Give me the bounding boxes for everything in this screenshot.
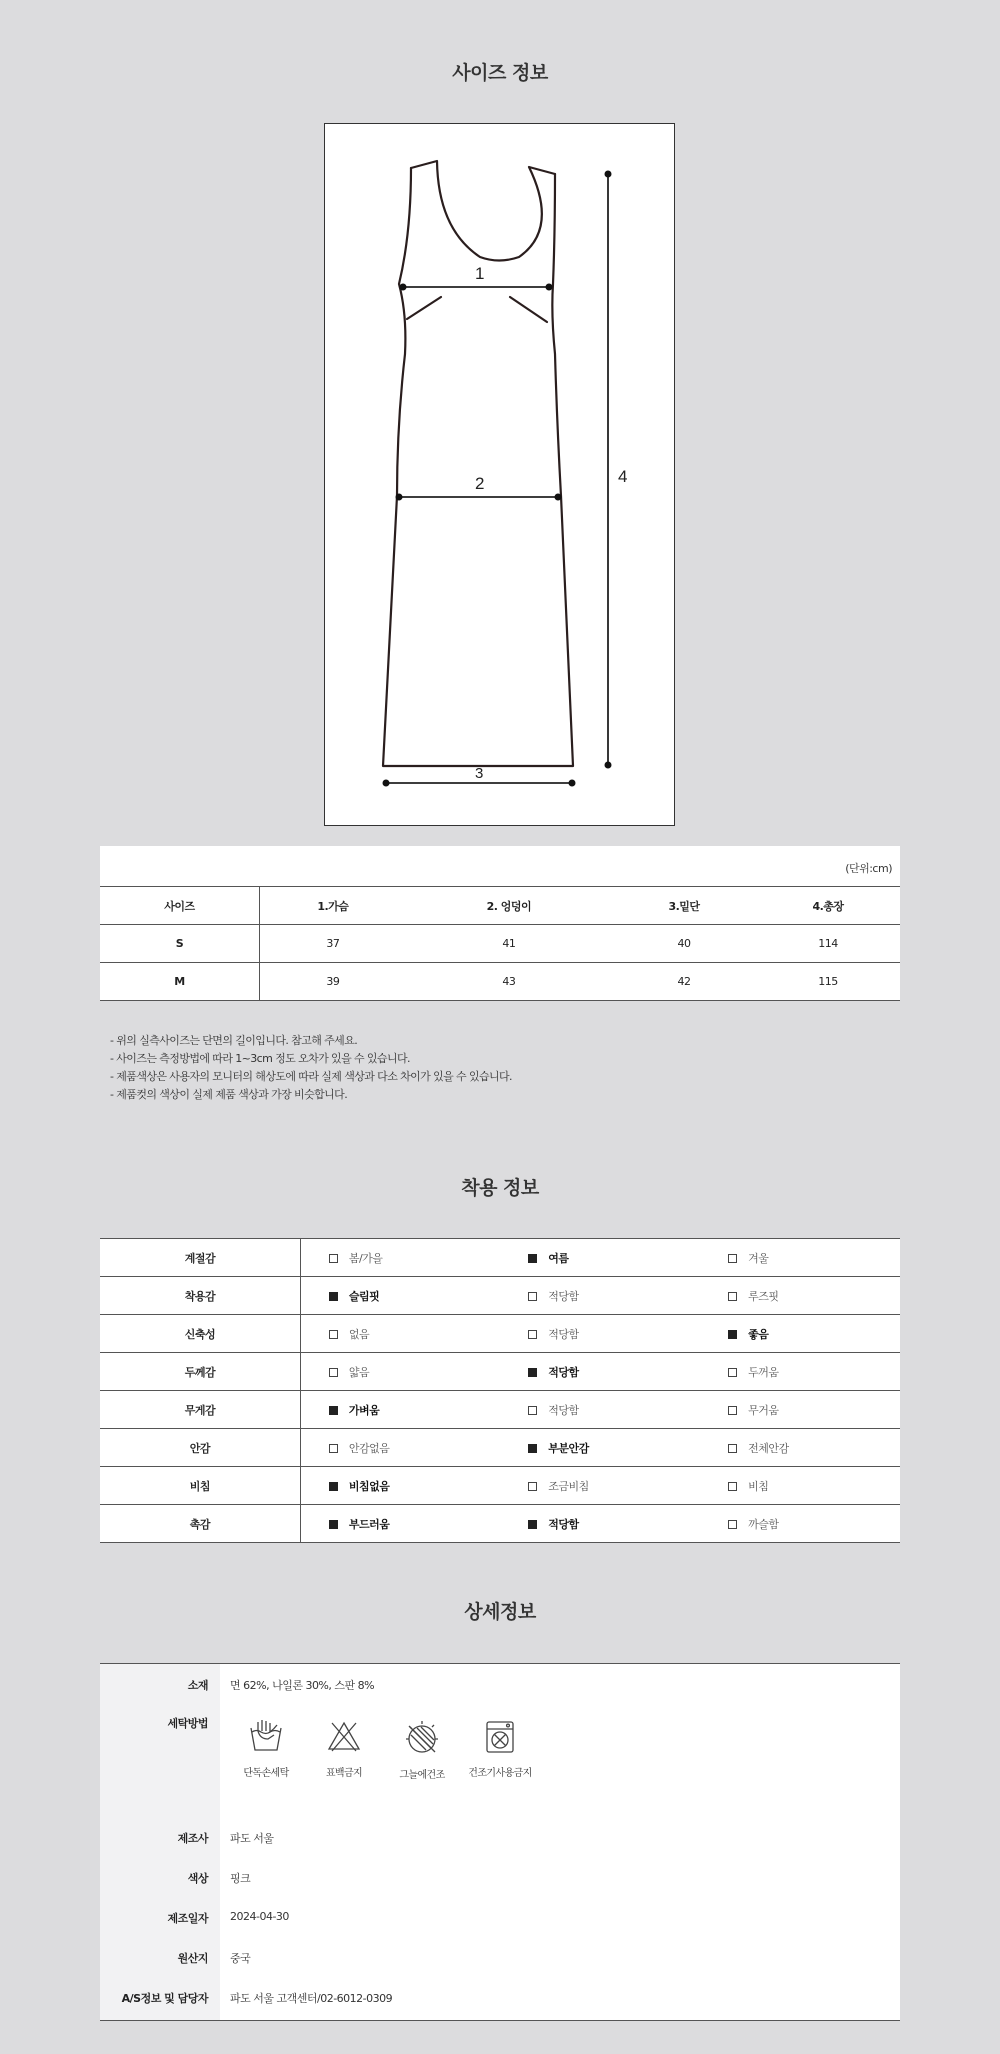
care-item — [462, 1719, 538, 1779]
unchecked-box-icon — [329, 1444, 338, 1453]
checked-box-icon — [728, 1330, 737, 1339]
header-hem: 3.밑단 — [612, 887, 756, 925]
fit-option — [700, 1505, 900, 1543]
fit-option-label: 겨울 — [748, 1251, 769, 1265]
fit-row-label: 착용감 — [100, 1277, 300, 1315]
checked-box-icon — [329, 1482, 338, 1491]
fit-option — [500, 1277, 700, 1315]
detail-label: 소재 — [187, 1679, 208, 1692]
detail-row-color — [100, 1870, 900, 1890]
fit-option-label: 비침 — [748, 1479, 769, 1493]
measure-label-length: 4 — [618, 467, 628, 486]
table-row — [100, 925, 900, 963]
care-item — [384, 1719, 460, 1781]
detail-row-material — [100, 1677, 900, 1697]
fit-info-table — [100, 1238, 900, 1543]
detail-label: 세탁방법 — [167, 1717, 208, 1730]
fit-option-label: 적당함 — [548, 1365, 579, 1379]
size-notes — [110, 1032, 512, 1104]
fit-option — [500, 1239, 700, 1277]
fit-option-label: 조금비침 — [548, 1479, 589, 1493]
fit-option — [700, 1391, 900, 1429]
fit-section-title: 착용 정보 — [461, 1177, 539, 1199]
cell-length: 115 — [756, 963, 900, 1001]
detail-value: 2024-04-30 — [230, 1910, 289, 1923]
fit-option-label: 부분안감 — [548, 1441, 589, 1455]
unchecked-box-icon — [329, 1254, 338, 1263]
fit-option — [700, 1277, 900, 1315]
fit-option-label: 적당함 — [548, 1289, 579, 1303]
cell-hip: 41 — [406, 925, 612, 963]
fit-option — [300, 1315, 500, 1353]
fit-option — [500, 1391, 700, 1429]
detail-label: A/S정보 및 담당자 — [121, 1992, 208, 2005]
fit-option — [300, 1277, 500, 1315]
detail-label: 제조일자 — [167, 1912, 208, 1925]
cell-hem: 40 — [612, 925, 756, 963]
table-row — [100, 1467, 900, 1505]
unchecked-box-icon — [528, 1330, 537, 1339]
fit-option-label: 까슬함 — [748, 1517, 779, 1531]
cell-chest: 37 — [260, 925, 406, 963]
table-row — [100, 1353, 900, 1391]
detail-value: 파도 서울 — [230, 1832, 274, 1845]
size-table-header — [100, 887, 900, 925]
fit-option — [500, 1429, 700, 1467]
fit-row-label: 무게감 — [100, 1391, 300, 1429]
unchecked-box-icon — [528, 1292, 537, 1301]
table-row — [100, 1429, 900, 1467]
unchecked-box-icon — [329, 1368, 338, 1377]
fit-option — [700, 1239, 900, 1277]
checked-box-icon — [329, 1292, 338, 1301]
checked-box-icon — [528, 1368, 537, 1377]
fit-option-label: 무거움 — [748, 1403, 779, 1417]
checked-box-icon — [528, 1444, 537, 1453]
detail-value: 중국 — [230, 1952, 251, 1965]
shade-dry-icon — [403, 1719, 441, 1757]
unit-label: (단위:cm) — [845, 862, 892, 875]
fit-option — [300, 1353, 500, 1391]
checked-box-icon — [528, 1520, 537, 1529]
fit-option-label: 좋음 — [748, 1327, 769, 1341]
care-label: 표백금지 — [325, 1768, 363, 1779]
fit-row-label: 촉감 — [100, 1505, 300, 1543]
fit-option — [500, 1353, 700, 1391]
table-row — [100, 1239, 900, 1277]
unchecked-box-icon — [728, 1254, 737, 1263]
unchecked-box-icon — [329, 1330, 338, 1339]
care-label: 단독손세탁 — [243, 1768, 289, 1779]
fit-option — [300, 1239, 500, 1277]
fit-option — [700, 1353, 900, 1391]
fit-row-label: 두께감 — [100, 1353, 300, 1391]
fit-option-label: 루즈핏 — [748, 1289, 779, 1303]
unit-row — [100, 846, 900, 887]
unchecked-box-icon — [728, 1406, 737, 1415]
detail-info-block — [100, 1663, 900, 2021]
fit-option — [300, 1505, 500, 1543]
fit-option-label: 두꺼움 — [748, 1365, 779, 1379]
detail-label: 색상 — [187, 1872, 208, 1885]
unchecked-box-icon — [728, 1520, 737, 1529]
fit-row-label: 비침 — [100, 1467, 300, 1505]
measure-label-hip: 2 — [475, 474, 485, 493]
unchecked-box-icon — [728, 1368, 737, 1377]
unchecked-box-icon — [528, 1406, 537, 1415]
unchecked-box-icon — [728, 1444, 737, 1453]
fit-option-label: 부드러움 — [348, 1517, 390, 1531]
cell-hip: 43 — [406, 963, 612, 1001]
table-row — [100, 1505, 900, 1543]
fit-option-label: 가벼움 — [348, 1403, 380, 1417]
table-row — [100, 963, 900, 1001]
fit-option — [500, 1315, 700, 1353]
detail-row-manufacturer — [100, 1830, 900, 1850]
detail-section-title: 상세정보 — [464, 1601, 536, 1623]
checked-box-icon — [329, 1520, 338, 1529]
fit-option-label: 봄/가을 — [348, 1251, 383, 1265]
fit-option-label: 적당함 — [548, 1327, 579, 1341]
care-item — [306, 1719, 382, 1779]
hand-wash-icon — [248, 1719, 284, 1755]
size-table-block — [100, 846, 900, 1001]
checked-box-icon — [528, 1254, 537, 1263]
cell-hem: 42 — [612, 963, 756, 1001]
cell-chest: 39 — [260, 963, 406, 1001]
header-hip: 2. 엉덩이 — [406, 887, 612, 925]
cell-length: 114 — [756, 925, 900, 963]
fit-option-label: 여름 — [548, 1251, 569, 1265]
header-length: 4.총장 — [756, 887, 900, 925]
care-label: 그늘에건조 — [399, 1770, 445, 1781]
detail-label: 원산지 — [177, 1952, 208, 1965]
header-size: 사이즈 — [100, 887, 260, 925]
detail-row-origin — [100, 1950, 900, 1970]
note-line: - 제품색상은 사용자의 모니터의 해상도에 따라 실제 색상과 다소 차이가 있을 수 있습니다. — [110, 1070, 512, 1083]
detail-value: 면 62%, 나일론 30%, 스판 8% — [230, 1679, 375, 1692]
fit-option-label: 얇음 — [348, 1365, 370, 1379]
care-item — [228, 1719, 304, 1779]
detail-value: 핑크 — [230, 1872, 251, 1885]
measure-label-hem: 3 — [475, 765, 484, 782]
fit-option — [500, 1505, 700, 1543]
no-bleach-icon — [326, 1719, 362, 1755]
measure-label-chest: 1 — [475, 264, 485, 283]
unchecked-box-icon — [728, 1292, 737, 1301]
detail-label: 제조사 — [177, 1832, 208, 1845]
table-row — [100, 1391, 900, 1429]
row-size: M — [100, 963, 260, 1001]
fit-option — [300, 1467, 500, 1505]
checked-box-icon — [329, 1406, 338, 1415]
fit-option — [500, 1467, 700, 1505]
fit-row-label: 안감 — [100, 1429, 300, 1467]
fit-option — [300, 1429, 500, 1467]
row-size: S — [100, 925, 260, 963]
unchecked-box-icon — [528, 1482, 537, 1491]
fit-option-label: 전체안감 — [748, 1441, 789, 1455]
note-line: - 제품컷의 색상이 실제 제품 색상과 가장 비슷합니다. — [110, 1088, 348, 1101]
fit-row-label: 신축성 — [100, 1315, 300, 1353]
fit-option — [300, 1391, 500, 1429]
care-label: 건조기사용금지 — [468, 1768, 532, 1779]
fit-option — [700, 1467, 900, 1505]
unchecked-box-icon — [728, 1482, 737, 1491]
fit-option-label: 비침없음 — [348, 1479, 390, 1493]
size-section-title: 사이즈 정보 — [452, 62, 548, 84]
dress-measurement-diagram — [324, 123, 675, 826]
fit-option-label: 적당함 — [548, 1517, 579, 1531]
fit-option-label: 적당함 — [548, 1403, 579, 1417]
fit-option — [700, 1315, 900, 1353]
no-tumble-dry-icon — [482, 1719, 518, 1755]
fit-option-label: 없음 — [348, 1327, 370, 1341]
detail-value: 파도 서울 고객센터/02-6012-0309 — [230, 1992, 393, 2005]
fit-row-label: 계절감 — [100, 1239, 300, 1277]
detail-row-date — [100, 1910, 900, 1930]
fit-option — [700, 1429, 900, 1467]
header-chest: 1.가슴 — [260, 887, 406, 925]
size-table — [100, 887, 900, 1001]
detail-row-as — [100, 1990, 900, 2010]
note-line: - 위의 실측사이즈는 단면의 길이입니다. 참고해 주세요. — [110, 1034, 358, 1047]
fit-option-label: 슬림핏 — [348, 1289, 380, 1303]
table-row — [100, 1315, 900, 1353]
fit-option-label: 안감없음 — [348, 1441, 390, 1455]
table-row — [100, 1277, 900, 1315]
note-line: - 사이즈는 측정방법에 따라 1~3cm 정도 오차가 있을 수 있습니다. — [110, 1052, 410, 1065]
